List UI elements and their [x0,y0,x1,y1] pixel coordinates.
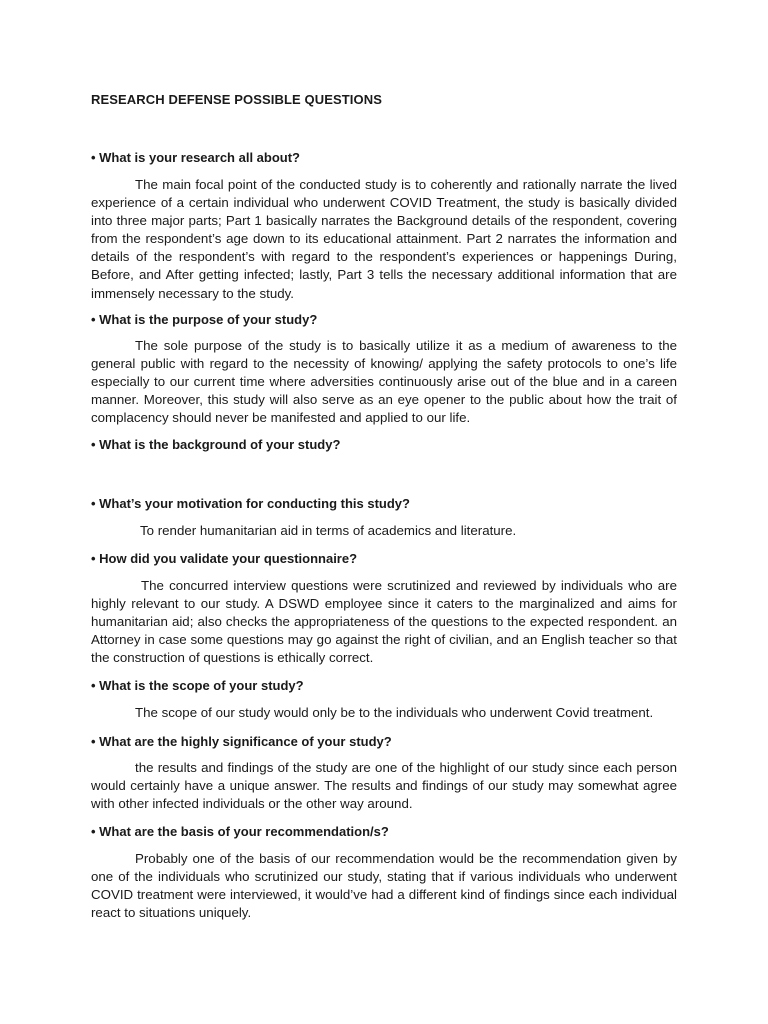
answer-validation: The concurred interview questions were scrutinized and reviewed by individuals who are highly relevant to our study. A DSWD employee since it caters to the marginalized and aims for humanitarian aid; also checks the appropriateness of the questions to the expected respondent. an Attorney in case some questions may go against the right of civilian, and an English teacher so that the construction of questions is ethically correct. [91,578,677,666]
question-background: • What is the background of your study? [91,437,341,452]
answer-significance: the results and findings of the study are one of the highlight of our study since each person would certainly have a unique answer. The results and findings of our study may somewhat agree with other infected individuals or the other way around. [91,760,677,812]
question-significance: • What are the highly significance of your study? [91,734,392,749]
question-purpose: • What is the purpose of your study? [91,312,318,327]
question-motivation: • What’s your motivation for conducting this study? [91,496,410,511]
answer-motivation: To render humanitarian aid in terms of academics and literature. [140,523,517,538]
answer-recommendation-basis: Probably one of the basis of our recommendation would be the recommendation given by one of the individuals who scrutinized our study, stating that if various individuals who underwent COVID treatment were interviewed, it would’ve had a different kind of findings since each individual react to situations uniquely. [91,851,677,921]
question-research-about: • What is your research all about? [91,150,300,165]
answer-scope: The scope of our study would only be to the individuals who underwent Covid treatment. [135,705,654,720]
document-title: RESEARCH DEFENSE POSSIBLE QUESTIONS [91,92,382,107]
answer-purpose: The sole purpose of the study is to basically utilize it as a medium of awareness to the general public with regard to the necessity of knowing/ applying the safety protocols to one’s life especially to our current time where adversities continuously arise out of the blue and in a careen manner. Moreover, this study will also serve as an eye opener to the public about how the trait of complacency should never be manifested and applied to our life. [91,338,677,426]
question-validation: • How did you validate your questionnaire? [91,551,358,566]
question-recommendation-basis: • What are the basis of your recommendation/s? [91,824,389,839]
answer-research-about: The main focal point of the conducted study is to coherently and rationally narrate the lived experience of a certain individual who underwent COVID Treatment, the study is basically divided into three major parts; Part 1 basically narrates the Background details of the respondent, covering from the respondent’s age down to its educational attainment. Part 2 narrates the information and details of the respondent’s with regard to the respondent’s experiences or happenings During, Before, and After getting infected; lastly, Part 3 tells the necessary additional information that are immensely necessary to the study. [91,177,677,301]
question-scope: • What is the scope of your study? [91,678,304,693]
